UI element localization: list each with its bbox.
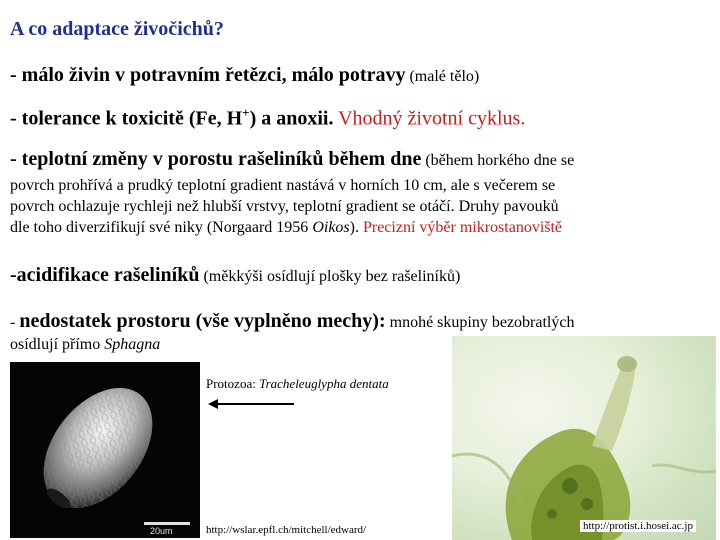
- left-image-source: http://wslar.epfl.ch/mitchell/edward/: [206, 524, 367, 536]
- temperature-line-4: [10, 217, 710, 238]
- right-image-source: http://protist.i.hosei.ac.jp: [580, 520, 696, 532]
- page-title: A co adaptace živočichů?: [10, 18, 224, 40]
- point-space: [10, 310, 574, 333]
- arrow-left-icon: [206, 396, 296, 412]
- point-nutrients-note: (malé tělo): [409, 68, 480, 85]
- point-space-note: mnohé skupiny bezobratlých: [389, 314, 575, 331]
- point-temperature-main: - teplotní změny v porostu rašeliníků během dne: [10, 148, 422, 170]
- rotifera-illustration: [452, 336, 716, 540]
- temperature-line-4-italic: Oikos: [312, 219, 350, 236]
- point-toxicity-main: - tolerance k toxicitě (Fe, H: [10, 107, 243, 130]
- temperature-line-4-b: ).: [349, 219, 359, 236]
- protozoa-caption-label: Protozoa:: [206, 376, 256, 391]
- temperature-line-3: povrch ochlazuje rychleji než hlubší vrstvy, teplotní gradient se otáčí. Druhy pavouků: [10, 198, 559, 215]
- rotifera-micrograph: [452, 336, 716, 540]
- protozoa-sem-image: [10, 362, 200, 538]
- point-space-dash: -: [10, 314, 16, 331]
- point-toxicity-red: Vhodný životní cyklus.: [338, 107, 526, 130]
- point-space-main: nedostatek prostoru (vše vyplněno mechy):: [19, 310, 386, 332]
- protozoa-caption: [206, 376, 389, 392]
- point-temperature: [10, 148, 574, 171]
- scalebar-label: 20um: [150, 526, 173, 536]
- point-space-line-2: [10, 336, 160, 354]
- temperature-line-4-a: dle toho diverzifikují své niky (Norgaard 1956: [10, 219, 309, 236]
- temperature-line-2: povrch prohřívá a prudký teplotní gradient nastává v horních 10 cm, ale s večerem se: [10, 177, 556, 194]
- point-acidification: [10, 264, 460, 287]
- point-toxicity-after: ) a anoxii.: [249, 107, 334, 130]
- protozoa-illustration: [10, 362, 200, 538]
- point-space-line-2-text: osídlují přímo: [10, 336, 101, 353]
- point-temperature-note: (během horkého dne se: [425, 152, 575, 169]
- point-nutrients: [10, 64, 479, 87]
- point-toxicity: [10, 105, 525, 131]
- point-nutrients-main: - málo živin v potravním řetězci, málo potravy: [10, 64, 406, 86]
- temperature-line-4-red: Precizní výběr mikrostanoviště: [362, 219, 563, 236]
- temperature-paragraph: [10, 175, 710, 238]
- point-space-line-2-italic: Sphagna: [104, 336, 161, 353]
- point-acidification-main: -acidifikace rašeliníků: [10, 264, 200, 286]
- point-acidification-note: (měkkýši osídlují plošky bez rašeliníků): [203, 268, 461, 285]
- protozoa-caption-name: Tracheleuglypha dentata: [259, 376, 389, 391]
- point-toxicity-sup: +: [242, 105, 250, 120]
